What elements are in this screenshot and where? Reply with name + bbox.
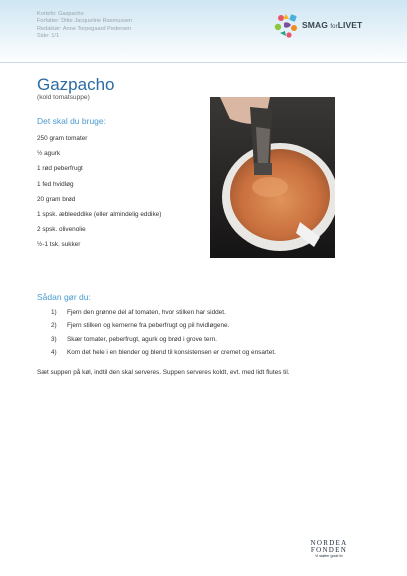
step-item <box>37 308 276 321</box>
steps-list <box>37 308 276 362</box>
ingredient-item: 1 fed hvidløg <box>37 180 74 188</box>
smag-for-livet-logo <box>272 11 372 41</box>
ingredient-item: 1 rød peberfrugt <box>37 165 83 173</box>
recipe-subtitle: (kold tomatsuppe) <box>37 94 90 101</box>
gazpacho-photo-image <box>210 97 335 258</box>
serving-note: Sæt suppen på køl, indtil den skal serveres. Suppen serveres koldt, evt. med lidt flutes til. <box>37 369 290 376</box>
logo-line-nordea: NORDEA <box>310 539 348 547</box>
step-number: 3) <box>51 335 57 343</box>
document-meta <box>37 11 132 41</box>
nordea-fonden-logo <box>305 540 353 559</box>
step-text: Kom det hele i en blender og blend til konsistensen er cremet og ensartet. <box>67 349 276 357</box>
logo-line-fonden: FONDEN <box>310 546 348 554</box>
step-item <box>37 321 276 334</box>
step-item <box>37 335 276 348</box>
step-number: 2) <box>51 322 57 330</box>
logo-wordmark: SMAG forLIVET <box>302 20 363 30</box>
ingredients-heading: Det skal du bruge: <box>37 116 106 126</box>
logo-tagline: Vi støtter gode liv <box>315 554 343 558</box>
ingredient-item: ½ agurk <box>37 150 61 158</box>
ingredient-item: 20 gram brød <box>37 195 76 203</box>
header-divider <box>0 62 407 63</box>
step-text: Fjern stilken og kernerne fra peberfrugt og pil hvidløgene. <box>67 322 230 330</box>
step-text: Fjern den grønne del af tomaten, hvor stilken har siddet. <box>67 309 226 316</box>
step-number: 4) <box>51 349 57 357</box>
meta-author: Forfatter: Ditte Jacqueline Rasmussen <box>37 18 133 25</box>
smag-for-livet-emblem-icon <box>272 11 302 41</box>
gazpacho-photo <box>210 97 335 258</box>
recipe-title: Gazpacho <box>37 75 115 94</box>
step-number: 1) <box>51 309 57 316</box>
step-item <box>37 348 276 361</box>
steps-heading: Sådan gør du: <box>37 292 91 302</box>
ingredients-list <box>37 134 161 256</box>
step-text: Skær tomater, peberfrugt, agurk og brød i grove tern. <box>67 335 217 343</box>
meta-page: Side: 1/1 <box>37 33 60 40</box>
ingredient-item: ½-1 tsk. sukker <box>37 241 81 249</box>
ingredient-item: 250 gram tomater <box>37 135 88 142</box>
meta-title: Kortefo: Gazpacho <box>37 11 84 17</box>
ingredient-item: 1 spsk. æbleeddike (eller almindelig eddike) <box>37 210 162 218</box>
meta-editor: Redaktør: Anne Torpegaard Pedersen <box>37 25 132 32</box>
ingredient-item: 2 spsk. olivenolie <box>37 226 86 234</box>
